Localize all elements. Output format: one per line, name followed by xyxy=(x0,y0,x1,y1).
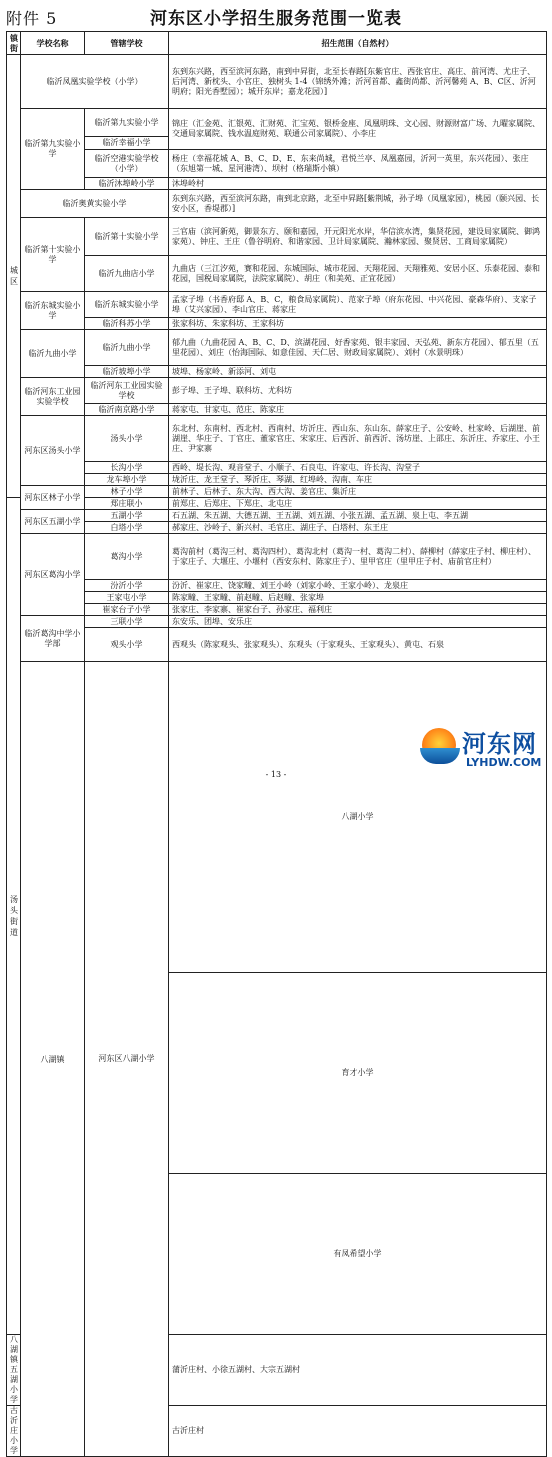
managed-school: 临沂幸福小学 xyxy=(85,137,169,150)
page-number: - 13 - xyxy=(265,770,287,779)
school-name: 临沂奥黄实验小学 xyxy=(21,190,169,218)
town-cheng: 城区 xyxy=(7,55,21,498)
managed-school: 有凤希望小学 xyxy=(169,1174,547,1335)
table-row xyxy=(7,378,547,404)
area-cell: 锦庄（汇金苑、汇银苑、汇财苑、汇宝苑、银桥金座、凤凰明珠、文心园、财源财富广场、九曜家属院、交通局家属院、钱水温庭财苑、联通公司家属院）、小李庄 xyxy=(169,109,547,150)
watermark-logo xyxy=(420,722,550,780)
table-row xyxy=(7,218,547,256)
table-row xyxy=(7,416,547,462)
managed-school: 白塔小学 xyxy=(85,522,169,534)
area-cell: 前林子、后林子、东大沟、西大沟、姜官庄、集沂庄 xyxy=(169,486,547,498)
area-cell: 蒲沂庄村、小徐五湖村、大宗五湖村 xyxy=(169,1335,547,1406)
area-cell: 东到东兴路，西至滨河东路，南到北京路，北至中昇路[紫荆城，孙子埠（凤凰家园），桃园（颐兴园、长安小区，香堤郡）] xyxy=(169,190,547,218)
table-row xyxy=(7,580,547,592)
managed-school: 八湖小学 xyxy=(169,662,547,973)
managed-school: 八湖镇五湖小学 xyxy=(7,1335,21,1406)
table-row xyxy=(7,366,547,378)
managed-school: 育才小学 xyxy=(169,973,547,1174)
managed-school: 王家屯小学 xyxy=(85,592,169,604)
table-row xyxy=(7,628,547,662)
managed-school: 三联小学 xyxy=(85,616,169,628)
school-name: 临沂河东工业园实验学校 xyxy=(21,378,85,416)
managed-school: 临沂空港实验学校（小学） xyxy=(85,150,169,178)
managed-school: 汤头小学 xyxy=(85,416,169,462)
table-row xyxy=(7,109,547,137)
managed-school: 汾沂小学 xyxy=(85,580,169,592)
area-cell: 蒋家屯、甘家屯、范庄、陈家庄 xyxy=(169,404,547,416)
table-row xyxy=(7,256,547,292)
watermark-name: 河东网 xyxy=(462,730,537,758)
area-cell: 张家庄、李家寨、崔家台子、孙家庄、福利庄 xyxy=(169,604,547,616)
managed-school: 古沂庄小学 xyxy=(7,1406,21,1457)
table-row xyxy=(7,486,547,498)
table-row xyxy=(7,55,547,109)
managed-school: 五湖小学 xyxy=(85,510,169,522)
managed-school: 葛沟小学 xyxy=(85,534,169,580)
area-cell: 孟家子埠（书香府邸 A、B、C，粮食局家属院）、范家子埠（府东花园、中兴花园、豪森华府）、支家子埠（艾兴家园）、李山官庄、蒋家庄 xyxy=(169,292,547,318)
school-name: 临沂第九实验小学 xyxy=(21,109,85,190)
managed-school: 崔家台子小学 xyxy=(85,604,169,616)
table-row xyxy=(7,592,547,604)
town-bahu: 八湖镇 xyxy=(21,662,85,1457)
header-area: 招生范围（自然村） xyxy=(169,32,547,55)
school-name: 临沂葛沟中学小学部 xyxy=(21,616,85,662)
managed-school: 长沟小学 xyxy=(85,462,169,474)
table-row xyxy=(7,616,547,628)
table-row xyxy=(7,150,547,178)
managed-school: 临沂坡埠小学 xyxy=(85,366,169,378)
table-row xyxy=(7,404,547,416)
area-cell: 汾沂、崔家庄、饶家疃、刘王小岭（刘家小岭、王家小岭）、龙泉庄 xyxy=(169,580,547,592)
managed-school: 临沂沐埠岭小学 xyxy=(85,178,169,190)
managed-school: 林子小学 xyxy=(85,486,169,498)
managed-school: 临沂东城实验小学 xyxy=(85,292,169,318)
area-cell: 前郑庄、后郑庄、下郑庄、北屯庄 xyxy=(169,498,547,510)
area-cell: 东到东兴路，西至滨河东路，南到中昇街，北至长春路[东紫官庄、西张官庄、高庄、前河湾、尤庄子、后河湾、新枕头、小官庄、独树头 1-4（锦绣外滩；沂河首都、鑫街尚都、沂河馨苑 A、B、C区、沂河明府；阳光香墅园）；城开东岸；嘉龙花园）] xyxy=(169,55,547,109)
header-school: 学校名称 xyxy=(21,32,85,55)
page-title: 河东区小学招生服务范围一览表 xyxy=(150,9,402,29)
managed-school: 临沂第十实验小学 xyxy=(85,218,169,256)
school-name: 河东区汤头小学 xyxy=(21,416,85,486)
managed-school: 龙车埠小学 xyxy=(85,474,169,486)
attachment-label: 附件 5 xyxy=(6,9,58,28)
area-cell: 三官庙（滨河新苑，御景东方、颐和嘉园，开元阳光水岸，华信滨水湾，集贤花园，建设局家属院、御鸿家苑）、钟庄、王庄（鲁谷明府、和谐家园、卫计局家属院、瀚林家园、聚贤居、工商局家属院） xyxy=(169,218,547,256)
managed-school: 观头小学 xyxy=(85,628,169,662)
managed-school: 临沂九曲小学 xyxy=(85,330,169,366)
managed-school: 临沂河东工业园实验学校 xyxy=(85,378,169,404)
managed-school: 郑庄联小 xyxy=(85,498,169,510)
area-cell: 陈家疃、王家疃、前赵疃、后赵疃、张家埠 xyxy=(169,592,547,604)
area-cell: 古沂庄村 xyxy=(169,1406,547,1457)
header-managed: 管辖学校 xyxy=(85,32,169,55)
area-cell: 西岭、堤长沟、观音堂子、小顺子、石良屯、许家屯、许长沟、沟堂子 xyxy=(169,462,547,474)
table-row xyxy=(7,522,547,534)
area-cell: 郝家庄、沙岭子、新兴村、毛官庄、湖庄子、白塔村、东王庄 xyxy=(169,522,547,534)
table-row xyxy=(7,474,547,486)
school-name: 河东区八湖小学 xyxy=(85,662,169,1457)
school-name: 临沂九曲小学 xyxy=(21,330,85,378)
area-cell: 垅沂庄、龙王堂子、琴沂庄、琴湖、红埠岭、沟南、车庄 xyxy=(169,474,547,486)
school-name: 临沂凤凰实验学校（小学） xyxy=(21,55,169,109)
watermark-url: LYHDW.COM xyxy=(466,756,542,769)
table-header-row xyxy=(7,32,547,55)
managed-school: 临沂科苏小学 xyxy=(85,318,169,330)
area-cell: 九曲店（三江汐苑，赛和花园、东城国际、城市花园、天翔花园、天翔雅苑、安居小区、乐泰花园、泰和花园，国税局家属院，法院家属院）、胡庄（和美苑、正宜花园） xyxy=(169,256,547,292)
managed-school: 临沂第九实验小学 xyxy=(85,109,169,137)
table-row xyxy=(7,318,547,330)
table-row xyxy=(7,190,547,218)
school-name: 河东区林子小学 xyxy=(21,486,85,510)
table-row xyxy=(7,330,547,366)
managed-school: 临沂九曲店小学 xyxy=(85,256,169,292)
town-tang: 汤头街道 xyxy=(7,498,21,1335)
area-cell: 郁九曲（九曲花园 A、B、C、D、滨湖花园、好香家苑、银丰家园、天弘苑、新东方花园）、郁五里（五里花园）、刘庄（怡海国际、如意佳园、天仁居、财政局家属院）、刘村（水景明珠） xyxy=(169,330,547,366)
table-row xyxy=(7,534,547,580)
table-row xyxy=(7,662,547,973)
school-name: 河东区葛沟小学 xyxy=(21,534,85,616)
area-cell: 杨庄（幸福花城 A、B、C、D、E、东来尚城，君悦兰亭、凤凰嘉园，沂河一英里，东兴花园）、张庄（东旭第一城、星河港湾）、坝村（格瑞斯小镇） xyxy=(169,150,547,178)
area-cell: 张家科坊、朱家科坊、王家科坊 xyxy=(169,318,547,330)
table-row xyxy=(7,462,547,474)
table-row xyxy=(7,510,547,522)
table-row xyxy=(7,292,547,318)
area-cell: 东北村、东南村、西北村、西南村、坊沂庄、西山东、东山东、薛家庄子、公安岭、杜家岭、后湖崖、前湖崖、华庄子、丁官庄、董家官庄、宋家庄、后西沂、前西沂、汤坊崖、上邵庄、东沂庄、乔家庄、小王庄、尹家寨 xyxy=(169,416,547,462)
area-cell: 彭子埠、王子埠、联科坊、尤科坊 xyxy=(169,378,547,404)
wave-icon xyxy=(420,748,460,764)
school-name: 河东区五湖小学 xyxy=(21,510,85,534)
area-cell: 石五湖、朱五湖、大德五湖、王五湖、刘五湖、小张五湖、孟五湖、泉上屯、李五湖 xyxy=(169,510,547,522)
area-cell: 葛沟前村（葛沟三村、葛沟四村）、葛沟北村（葛沟一村、葛沟二村）、薛柳村（薛家庄子村、柳庄村）、于家庄子、大堰庄、小堰村（西安东村、陈家庄子）、里甲官庄（里甲庄子村、庙前官庄村） xyxy=(169,534,547,580)
table-row xyxy=(7,178,547,190)
managed-school: 临沂南京路小学 xyxy=(85,404,169,416)
header-town: 镇街 xyxy=(7,32,21,55)
area-cell: 坡埠、杨家岭、新添河、刘屯 xyxy=(169,366,547,378)
school-name: 临沂东城实验小学 xyxy=(21,292,85,330)
table-row xyxy=(7,498,547,510)
area-cell: 东安乐、团埠、安乐庄 xyxy=(169,616,547,628)
area-cell: 西观头（陈家观头、张家观头）、东观头（于家观头、王家观头）、黄屯、石泉 xyxy=(169,628,547,662)
table-row xyxy=(7,604,547,616)
area-cell: 沐埠岭村 xyxy=(169,178,547,190)
school-name: 临沂第十实验小学 xyxy=(21,218,85,292)
